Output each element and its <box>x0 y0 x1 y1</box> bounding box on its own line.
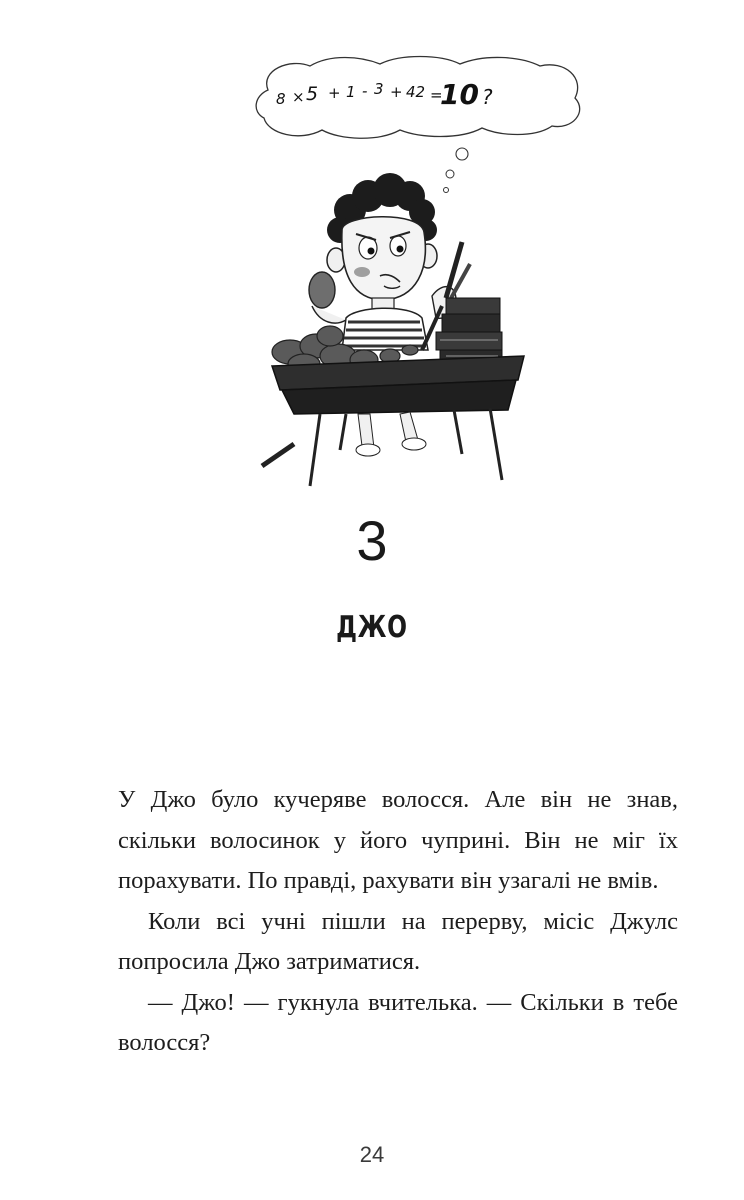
body-text <box>118 780 678 1064</box>
equation-term: 8 <box>276 90 286 108</box>
book-stack <box>436 298 502 366</box>
equation-term: 42 <box>406 83 426 101</box>
paragraph: Коли всі учні пішли на перерву, місіс Джулс попросила Джо затриматися. <box>118 907 678 975</box>
paragraph: — Джо! — гукнула вчителька. — Скільки в тебе волосся? <box>118 988 678 1056</box>
equation-term: 3 <box>374 80 384 98</box>
dropped-pencil <box>262 444 294 466</box>
equation-term: × <box>292 88 305 106</box>
chapter-title: ДЖО <box>336 610 408 645</box>
question-mark: ? <box>482 85 493 109</box>
boy-at-desk-illustration <box>250 50 590 490</box>
page-number: 24 <box>359 1142 385 1167</box>
chapter-number: 3 <box>356 509 388 572</box>
equation-term: - <box>362 82 368 100</box>
equation-term: + <box>390 83 403 101</box>
equation-result: 10 <box>440 78 479 111</box>
thought-bubble <box>256 57 580 193</box>
paragraph: У Джо було кучеряве волосся. Але він не знав, скільки волосинок у його чуприні. Він не міг їх порахувати. По правді, рахувати він узагалі не вмів. <box>118 786 678 894</box>
equation-term: = <box>430 86 443 104</box>
equation-term: 5 <box>306 83 319 105</box>
equation-term: + <box>328 84 341 102</box>
equation-term: 1 <box>346 83 356 101</box>
school-desk <box>272 356 524 486</box>
